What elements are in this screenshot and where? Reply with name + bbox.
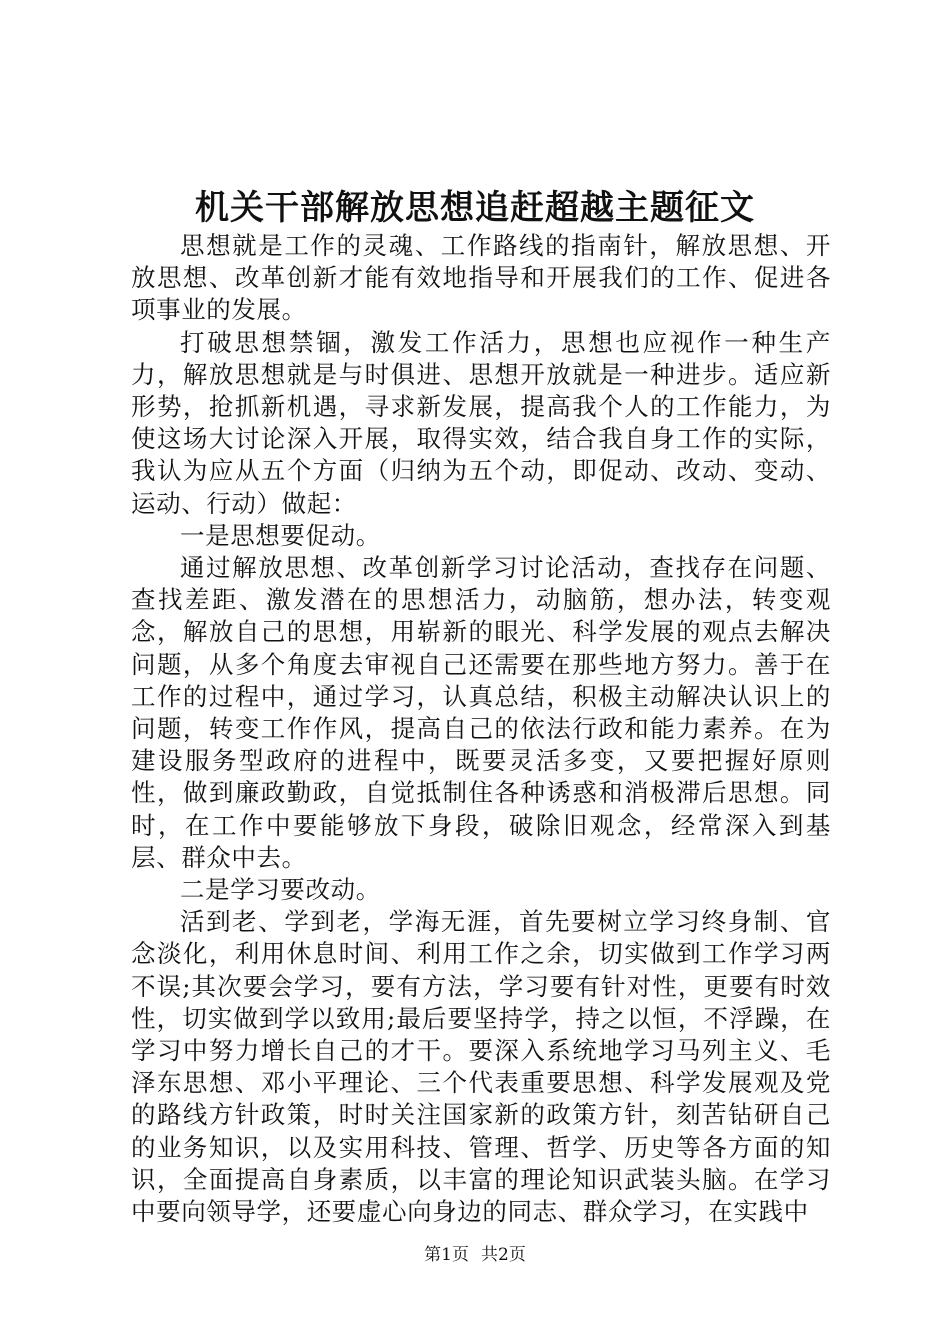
page-number: 第1页 (424, 1245, 469, 1265)
section-heading-learning: 二是学习要改动。 (180, 875, 381, 905)
page-footer (0, 1243, 950, 1267)
section-heading-thinking: 一是思想要促动。 (180, 520, 381, 550)
paragraph-intro: 思想就是工作的灵魂、工作路线的指南针，解放思想、开放思想、改革创新才能有效地指导和开展我们的工作、促进各项事业的发展。 (131, 231, 831, 325)
paragraph-thinking: 通过解放思想、改革创新学习讨论活动，查找存在问题、查找差距、激发潜在的思想活力，动脑筋，想办法，转变观念，解放自己的思想，用崭新的眼光、科学发展的观点去解决问题，从多个角度去审视自己还需要在那些地方努力。善于在工作的过程中，通过学习，认真总结，积极主动解决认识上的问题，转变工作作风，提高自己的依法行政和能力素养。在为建设服务型政府的进程中，既要灵活多变，又要把握好原则性，做到廉政勤政，自觉抵制住各种诱惑和消极滞后思想。同时，在工作中要能够放下身段，破除旧观念，经常深入到基层、群众中去。 (131, 553, 831, 872)
document-body (131, 230, 831, 1228)
page-total: 共2页 (481, 1245, 526, 1265)
paragraph-overview: 打破思想禁锢，激发工作活力，思想也应视作一种生产力，解放思想就是与时俱进、思想开放就是一种进步。适应新形势，抢抓新机遇，寻求新发展，提高我个人的工作能力，为使这场大讨论深入开展，取得实效，结合我自身工作的实际，我认为应从五个方面（归纳为五个动，即促动、改动、变动、运动、行动）做起： (131, 327, 831, 518)
paragraph-learning: 活到老、学到老，学海无涯，首先要树立学习终身制、官念淡化，利用休息时间、利用工作之余，切实做到工作学习两不误;其次要会学习，要有方法，学习要有针对性，更要有时效性，切实做到学以致用;最后要坚持学，持之以恒，不浮躁，在学习中努力增长自己的才干。要深入系统地学习马列主义、毛泽东思想、邓小平理论、三个代表重要思想、科学发展观及党的路线方针政策，时时关注国家新的政策方针，刻苦钻研自己的业务知识，以及实用科技、管理、哲学、历史等各方面的知识，全面提高自身素质，以丰富的理论知识武装头脑。在学习中要向领导学，还要虚心向身边的同志、群众学习，在实践中 (131, 907, 831, 1227)
page-title: 机关干部解放思想追赶超越主题征文 (195, 188, 755, 228)
